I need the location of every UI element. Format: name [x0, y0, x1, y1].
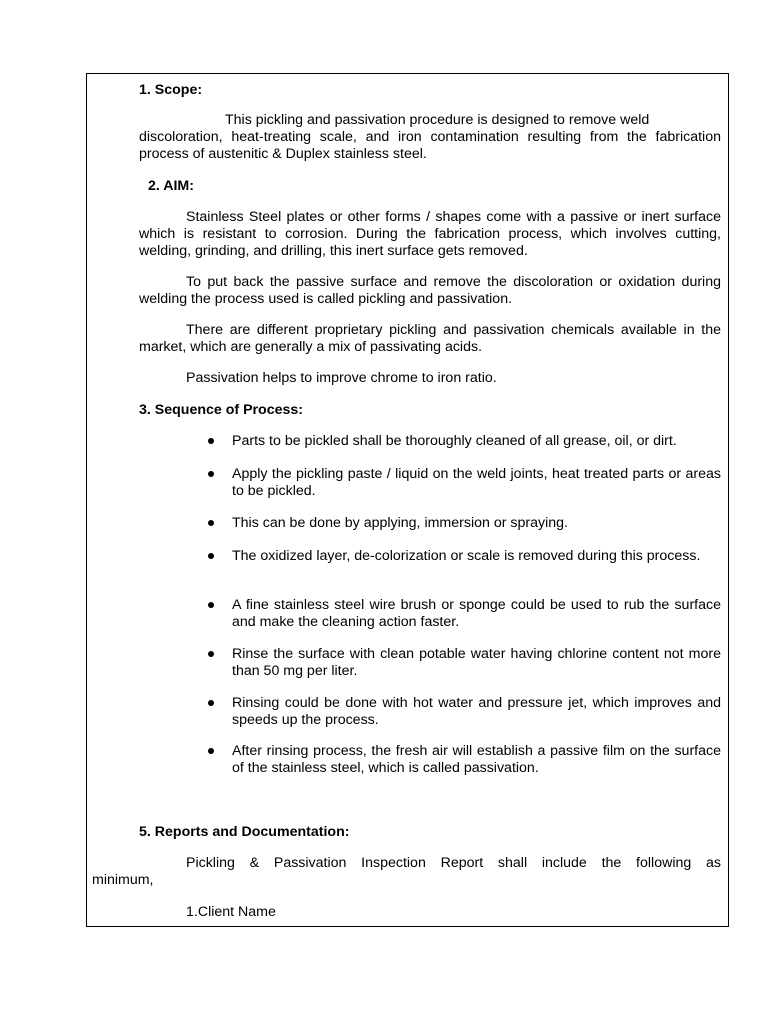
- reports-paragraph-first-line: Pickling & Passivation Inspection Report shall include the following as: [186, 855, 721, 871]
- reports-paragraph-second-line: minimum,: [92, 872, 154, 888]
- aim-paragraph-3: There are different proprietary pickling and passivation chemicals available in the market, which are generally a mix of passivating acids.: [139, 322, 721, 355]
- sequence-item: This can be done by applying, immersion or spraying.: [232, 515, 568, 531]
- reports-heading: 5. Reports and Documentation:: [139, 824, 350, 840]
- sequence-heading: 3. Sequence of Process:: [139, 402, 304, 418]
- bullet-icon: [208, 438, 214, 444]
- bullet-icon: [208, 553, 214, 559]
- sequence-item: Rinsing could be done with hot water and pressure jet, which improves and speeds up the process.: [232, 695, 721, 728]
- aim-heading: 2. AIM:: [148, 178, 194, 194]
- aim-paragraph-4: Passivation helps to improve chrome to iron ratio.: [186, 370, 497, 386]
- scope-paragraph-rest: discoloration, heat-treating scale, and iron contamination resulting from the fabrication process of austenitic & Duplex stainless steel.: [139, 129, 721, 162]
- bullet-icon: [208, 700, 214, 706]
- sequence-item: Apply the pickling paste / liquid on the weld joints, heat treated parts or areas to be pickled.: [232, 466, 721, 499]
- aim-paragraph-2: To put back the passive surface and remove the discoloration or oxidation during welding the process used is called pickling and passivation.: [139, 274, 721, 307]
- sequence-item: The oxidized layer, de-colorization or scale is removed during this process.: [232, 548, 701, 564]
- bullet-icon: [208, 651, 214, 657]
- sequence-item: Parts to be pickled shall be thoroughly cleaned of all grease, oil, or dirt.: [232, 433, 677, 449]
- sequence-item: A fine stainless steel wire brush or sponge could be used to rub the surface and make the cleaning action faster.: [232, 597, 721, 630]
- bullet-icon: [208, 602, 214, 608]
- scope-heading: 1. Scope:: [139, 82, 203, 98]
- bullet-icon: [208, 748, 214, 754]
- bullet-icon: [208, 471, 214, 477]
- sequence-item: Rinse the surface with clean potable water having chlorine content not more than 50 mg per liter.: [232, 646, 721, 679]
- aim-paragraph-1: Stainless Steel plates or other forms / shapes come with a passive or inert surface which is resistant to corrosion. During the fabrication process, which involves cutting, welding, grinding, and drilling, this inert surface gets removed.: [139, 209, 721, 259]
- reports-item-client-name: 1.Client Name: [186, 904, 276, 920]
- sequence-item: After rinsing process, the fresh air will establish a passive film on the surface of the stainless steel, which is called passivation.: [232, 743, 721, 776]
- bullet-icon: [208, 520, 214, 526]
- scope-paragraph-first-line: This pickling and passivation procedure is designed to remove weld: [225, 112, 650, 128]
- page-border: [86, 73, 729, 927]
